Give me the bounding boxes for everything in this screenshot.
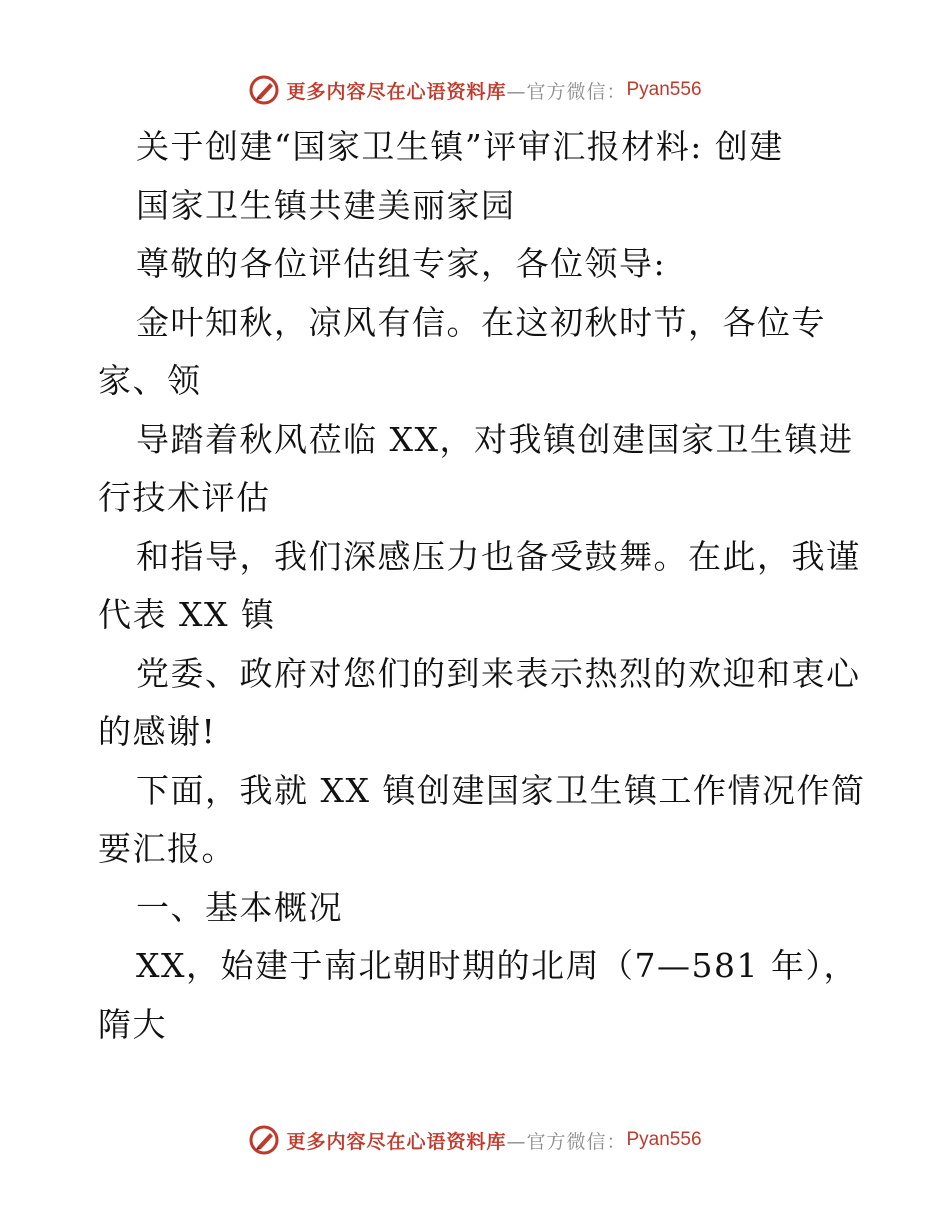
text-line: XX，始建于南北朝时期的北周（7—581 年），: [136, 946, 858, 985]
watermark-footer: [0, 1120, 950, 1160]
watermark-account: Pyan556: [626, 79, 702, 100]
text-line: 导踏着秋风莅临 XX，对我镇创建国家卫生镇进: [136, 419, 854, 459]
text-line: 尊敬的各位评估组专家，各位领导:: [136, 244, 667, 283]
watermark-label: —官方微信：: [506, 80, 627, 103]
watermark-brand: 更多内容尽在心语资料库: [286, 80, 507, 103]
text-line: 家、领: [98, 361, 202, 400]
document-body: [98, 118, 866, 1054]
text-line: 和指导，我们深感压力也备受鼓舞。在此，我谨: [136, 536, 861, 576]
watermark-account: Pyan556: [626, 1129, 702, 1150]
watermark-label: —官方微信：: [506, 1130, 627, 1153]
watermark-brand: 更多内容尽在心语资料库: [286, 1130, 507, 1153]
text-line: 的感谢!: [98, 712, 217, 751]
text-line: 要汇报。: [98, 829, 236, 868]
text-line: 关于创建“国家卫生镇”评审汇报材料: 创建: [136, 127, 784, 166]
section-heading: 一、基本概况: [136, 887, 343, 927]
text-line: 下面，我就 XX 镇创建国家卫生镇工作情况作简: [136, 770, 866, 810]
text-line: 隋大: [98, 1004, 167, 1044]
pen-logo-icon: [248, 74, 280, 106]
text-line: 金叶知秋，凉风有信。在这初秋时节，各位专: [136, 302, 826, 342]
pen-logo-icon: [248, 1124, 280, 1156]
text-line: 党委、政府对您们的到来表示热烈的欢迎和衷心: [136, 653, 861, 693]
text-line: 代表 XX 镇: [98, 595, 276, 634]
text-line: 国家卫生镇共建美丽家园: [136, 185, 516, 225]
text-line: 行技术评估: [98, 478, 271, 517]
watermark-header: [0, 70, 950, 110]
